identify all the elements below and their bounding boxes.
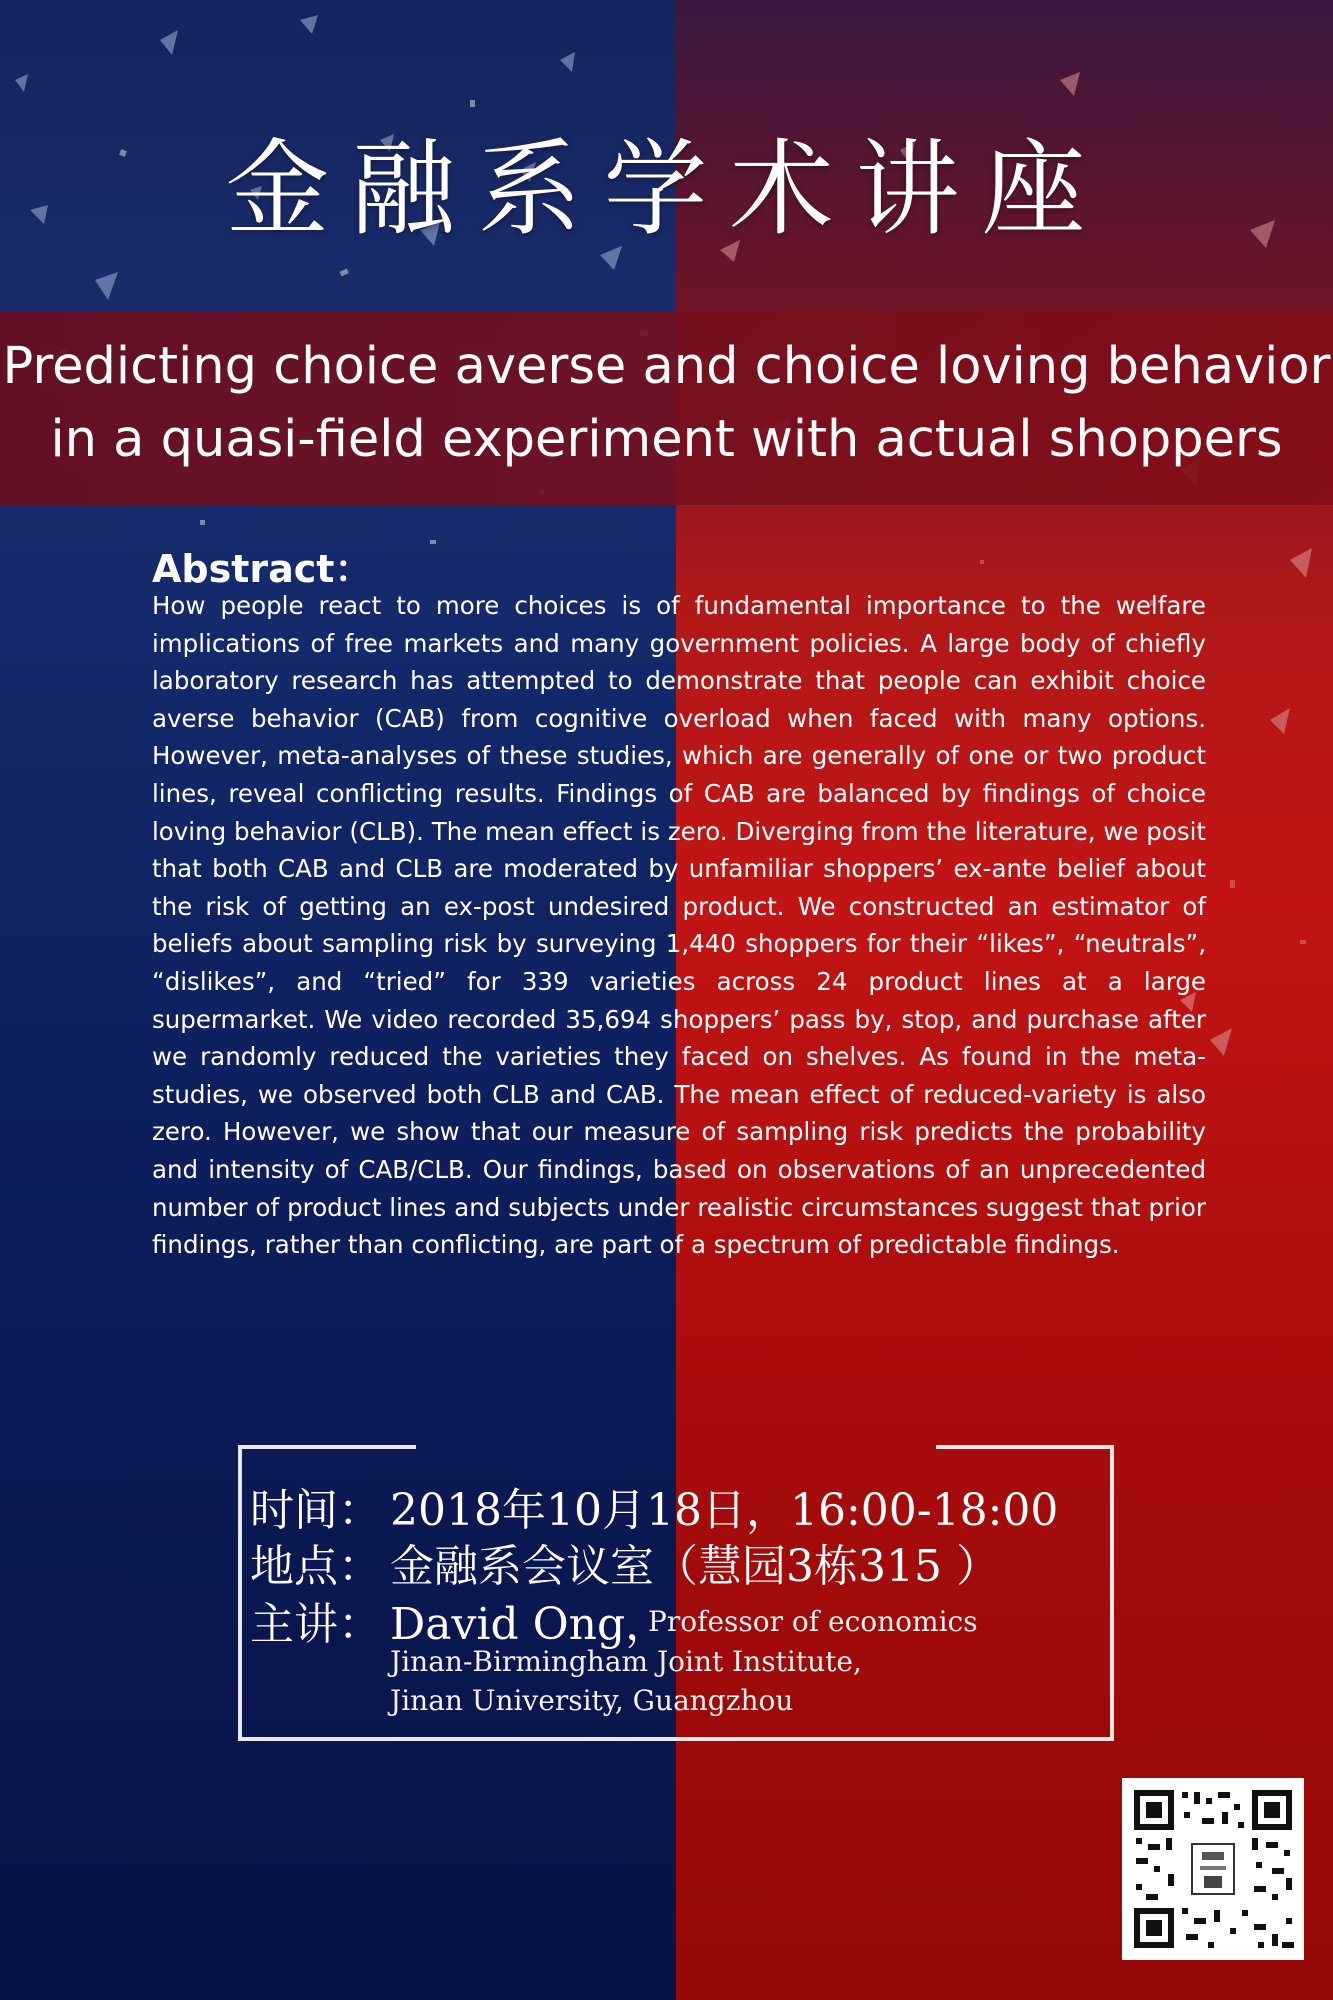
talk-title bbox=[0, 330, 1333, 476]
place-label: 地点： bbox=[250, 1541, 382, 1592]
qr-code-icon bbox=[1122, 1778, 1304, 1960]
talk-title-line-2: in a quasi-field experiment with actual shoppers bbox=[50, 410, 1283, 469]
place-value: 金融系会议室（慧园3栋315 ） bbox=[390, 1541, 1000, 1592]
qr-code bbox=[1122, 1778, 1304, 1960]
time-label: 时间： bbox=[250, 1485, 382, 1536]
abstract-body: How people react to more choices is of fundamental importance to the welfare implications of free markets and many government policies. A large body of chiefly laboratory research has attempted to demonstrate that people can exhibit choice averse behavior (CAB) from cognitive overload when faced with many options. However, meta-analyses of these studies, which are generally of one or two product lines, reveal conflicting results. Findings of CAB are balanced by findings of choice loving behavior (CLB). The mean effect is zero. Diverging from the literature, we posit that both CAB and CLB are moderated by unfamiliar shoppers’ ex-ante belief about the risk of getting an ex-post undesired product. We constructed an estimator of beliefs about sampling risk by surveying 1,440 shoppers for their “likes”, “neutrals”, “dislikes”, and “tried” for 339 varieties across 24 product lines at a large supermarket. We video recorded 35,694 shoppers’ pass by, stop, and purchase after we randomly reduced the varieties they faced on shelves. As found in the meta-studies, we observed both CLB and CAB. The mean effect of reduced-variety is also zero. However, we show that our measure of sampling risk predicts the probability and intensity of CAB/CLB. Our findings, based on observations of an unprecedented number of product lines and subjects under realistic circumstances suggest that prior findings, rather than conflicting, are part of a spectrum of predictable findings. bbox=[152, 591, 1206, 1260]
poster-title: 金融系学术讲座 bbox=[225, 128, 1108, 250]
time-value: 2018年10月18日，16:00-18:00 bbox=[390, 1485, 1059, 1536]
speaker-affiliation-2: Jinan University, Guangzhou bbox=[390, 1684, 794, 1717]
talk-title-line-1: Predicting choice averse and choice loving behavior bbox=[2, 337, 1331, 396]
speaker-affiliation-1: Jinan-Birmingham Joint Institute, bbox=[390, 1645, 862, 1678]
abstract-heading: Abstract： bbox=[152, 547, 373, 591]
speaker-title: Professor of economics bbox=[648, 1605, 978, 1638]
speaker-name: David Ong， bbox=[390, 1599, 670, 1650]
speaker-label: 主讲： bbox=[250, 1599, 382, 1650]
